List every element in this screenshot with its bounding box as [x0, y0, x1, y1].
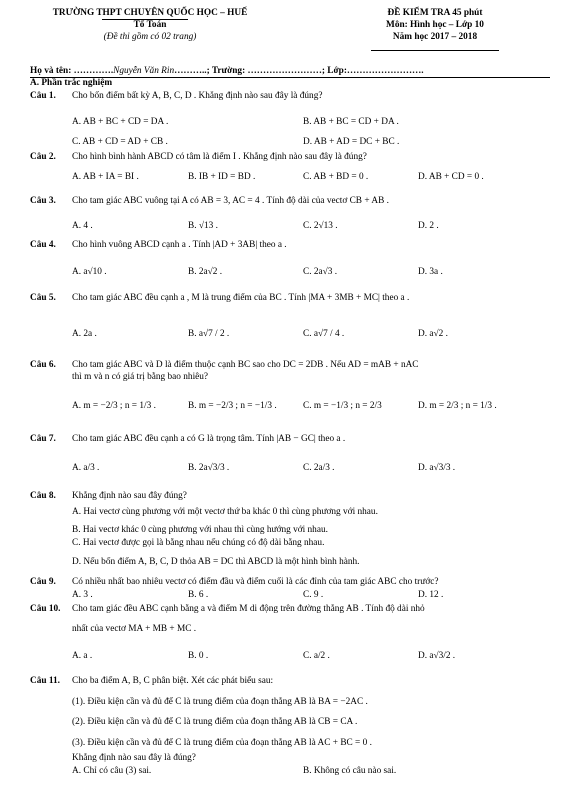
option-a: A. a .: [72, 651, 93, 661]
question-number: Câu 10.: [30, 604, 61, 614]
question-text: Khẳng định nào sau đây đúng?: [72, 491, 187, 501]
option-c: C. AB + CD = AD + CB .: [72, 137, 168, 147]
option-b: B. 2a√3/3 .: [188, 463, 230, 473]
option-b: B. √13 .: [188, 221, 218, 231]
question-3: [30, 196, 550, 207]
question-text: Cho hình bình hành ABCD có tâm là điểm I . Khẳng định nào sau đây là đúng?: [72, 152, 367, 162]
option-d: D. AB + AD = DC + BC .: [303, 137, 400, 147]
statement-2: (2). Điều kiện cần và đủ để C là trung điểm của đoạn thẳng AB là CB = CA .: [72, 717, 358, 727]
option-c: C. m = −1/3 ; n = 2/3: [303, 401, 382, 411]
question-10: [30, 604, 550, 615]
question-number: Câu 2.: [30, 152, 56, 162]
school-name: TRƯỜNG THPT CHUYÊN QUỐC HỌC – HUẾ: [52, 8, 248, 18]
department-name: Tổ Toán: [133, 20, 167, 30]
question-number: Câu 8.: [30, 491, 56, 501]
header-right: [330, 7, 540, 43]
question-10-continuation: nhất của vectơ MA + MB + MC .: [72, 624, 197, 634]
option-b: B. IB + ID = BD .: [188, 172, 256, 182]
option-c: C. a√7 / 4 .: [303, 329, 345, 339]
question-text: Có nhiều nhất bao nhiêu vectơ có điểm đầu và điểm cuối là các đỉnh của tam giác ABC cho trước?: [72, 577, 439, 587]
option-d: D. a√2 .: [418, 329, 448, 339]
option-d: D. a√3/2 .: [418, 651, 456, 661]
option-b: B. AB + BC = CD + DA .: [303, 117, 399, 127]
option-d: D. a√3/3 .: [418, 463, 456, 473]
option-d: D. 3a .: [418, 267, 443, 277]
question-text: Cho bốn điểm bất kỳ A, B, C, D . Khẳng định nào sau đây là đúng?: [72, 91, 323, 101]
question-number: Câu 7.: [30, 434, 56, 444]
handwritten-name: Nguyễn Văn Rin: [113, 66, 175, 76]
option-a: A. a/3 .: [72, 463, 100, 473]
option-c: C. Hai vectơ được gọi là bằng nhau nếu chúng có độ dài bằng nhau.: [72, 538, 325, 548]
pages-note: (Đề thi gồm có 02 trang): [103, 32, 197, 42]
question-7: [30, 434, 550, 445]
option-a: A. AB + BC + CD = DA .: [72, 117, 169, 127]
header-left-underline: [102, 19, 188, 20]
question-2: [30, 152, 550, 163]
question-9: [30, 577, 550, 588]
option-c: C. a/2 .: [303, 651, 330, 661]
header-left: [30, 7, 270, 43]
option-b: B. m = −2/3 ; n = −1/3 .: [188, 401, 277, 411]
question-8: [30, 491, 550, 502]
question-6: [30, 360, 550, 371]
option-a: A. a√10 .: [72, 267, 107, 277]
option-a: A. Hai vectơ cùng phương với một vectơ thứ ba khác 0 thì cùng phương với nhau.: [72, 507, 378, 517]
statement-3: (3). Điều kiện cần và đủ để C là trung điểm của đoạn thẳng AB là AC + BC = 0 .: [72, 738, 372, 748]
question-4: [30, 240, 550, 251]
option-c: C. 2√13 .: [303, 221, 338, 231]
option-b: B. 6 .: [188, 590, 209, 600]
option-b: B. Không có câu nào sai.: [303, 766, 397, 776]
question-text: Cho tam giác đều ABC cạnh bằng a và điểm M di động trên đường thẳng AB . Tính độ dài nhỏ: [72, 604, 425, 614]
question-number: Câu 3.: [30, 196, 56, 206]
question-number: Câu 1.: [30, 91, 56, 101]
question-text: Cho tam giác ABC vuông tại A có AB = 3, AC = 4 . Tính độ dài của vectơ CB + AB .: [72, 196, 389, 206]
question-text: Cho tam giác ABC đều cạnh a có G là trọng tâm. Tính |AB − GC| theo a .: [72, 434, 346, 444]
option-d: D. 12 .: [418, 590, 444, 600]
question-text: Cho ba điểm A, B, C phân biệt. Xét các phát biểu sau:: [72, 676, 274, 686]
option-c: C. 2a/3 .: [303, 463, 335, 473]
question-11: [30, 676, 550, 687]
option-b: B. Hai vectơ khác 0 cùng phương với nhau thì cùng hướng với nhau.: [72, 525, 328, 535]
option-c: C. 9 .: [303, 590, 324, 600]
school-label: Trường: ……………………;: [211, 66, 328, 76]
question-number: Câu 5.: [30, 293, 56, 303]
option-a: A. m = −2/3 ; n = 1/3 .: [72, 401, 156, 411]
subject: Môn: Hình học – Lớp 10: [386, 20, 484, 30]
question-number: Câu 6.: [30, 360, 56, 370]
option-b: B. a√7 / 2 .: [188, 329, 230, 339]
option-a: A. 4 .: [72, 221, 93, 231]
name-label: Họ và tên: ………….: [30, 66, 114, 76]
question-5: [30, 293, 550, 304]
name-dots: ………..;: [174, 66, 212, 76]
option-d: D. m = 2/3 ; n = 1/3 .: [418, 401, 497, 411]
option-d: D. AB + CD = 0 .: [418, 172, 484, 182]
student-info: [30, 66, 550, 77]
statement-1: (1). Điều kiện cần và đủ để C là trung điểm của đoạn thẳng AB là BA = −2AC .: [72, 697, 368, 707]
question-text: Cho tam giác ABC đều cạnh a , M là trung điểm của BC . Tính |MA + 3MB + MC| theo a .: [72, 293, 410, 303]
question-text: Cho tam giác ABC và D là điểm thuộc cạnh BC sao cho DC = 2DB . Nếu AD = mAB + nAC: [72, 360, 419, 370]
question-number: Câu 4.: [30, 240, 56, 250]
option-a: A. AB + IA = BI .: [72, 172, 139, 182]
question-text: Cho hình vuông ABCD cạnh a . Tính |AD + 3AB| theo a .: [72, 240, 287, 250]
class-label: Lớp:…………………….: [327, 66, 424, 76]
question-6-continuation: thì m và n có giá trị bằng bao nhiêu?: [72, 372, 209, 382]
option-c: C. 2a√3 .: [303, 267, 338, 277]
question-11-prompt: Khẳng định nào sau đây là đúng?: [72, 753, 196, 763]
section-title: A. Phần trắc nghiệm: [30, 78, 113, 88]
school-year: Năm học 2017 – 2018: [392, 32, 478, 42]
exam-title: ĐỀ KIỂM TRA 45 phút: [387, 8, 483, 18]
header-right-underline: [371, 50, 499, 51]
option-c: C. AB + BD = 0 .: [303, 172, 369, 182]
question-number: Câu 11.: [30, 676, 60, 686]
option-d: D. 2 .: [418, 221, 439, 231]
option-b: B. 2a√2 .: [188, 267, 223, 277]
option-d: D. Nếu bốn điểm A, B, C, D thỏa AB = DC thì ABCD là một hình bình hành.: [72, 557, 360, 567]
option-a: A. Chỉ có câu (3) sai.: [72, 766, 152, 776]
option-b: B. 0 .: [188, 651, 209, 661]
question-number: Câu 9.: [30, 577, 56, 587]
question-1: [30, 91, 550, 102]
option-a: A. 3 .: [72, 590, 93, 600]
option-a: A. 2a .: [72, 329, 97, 339]
